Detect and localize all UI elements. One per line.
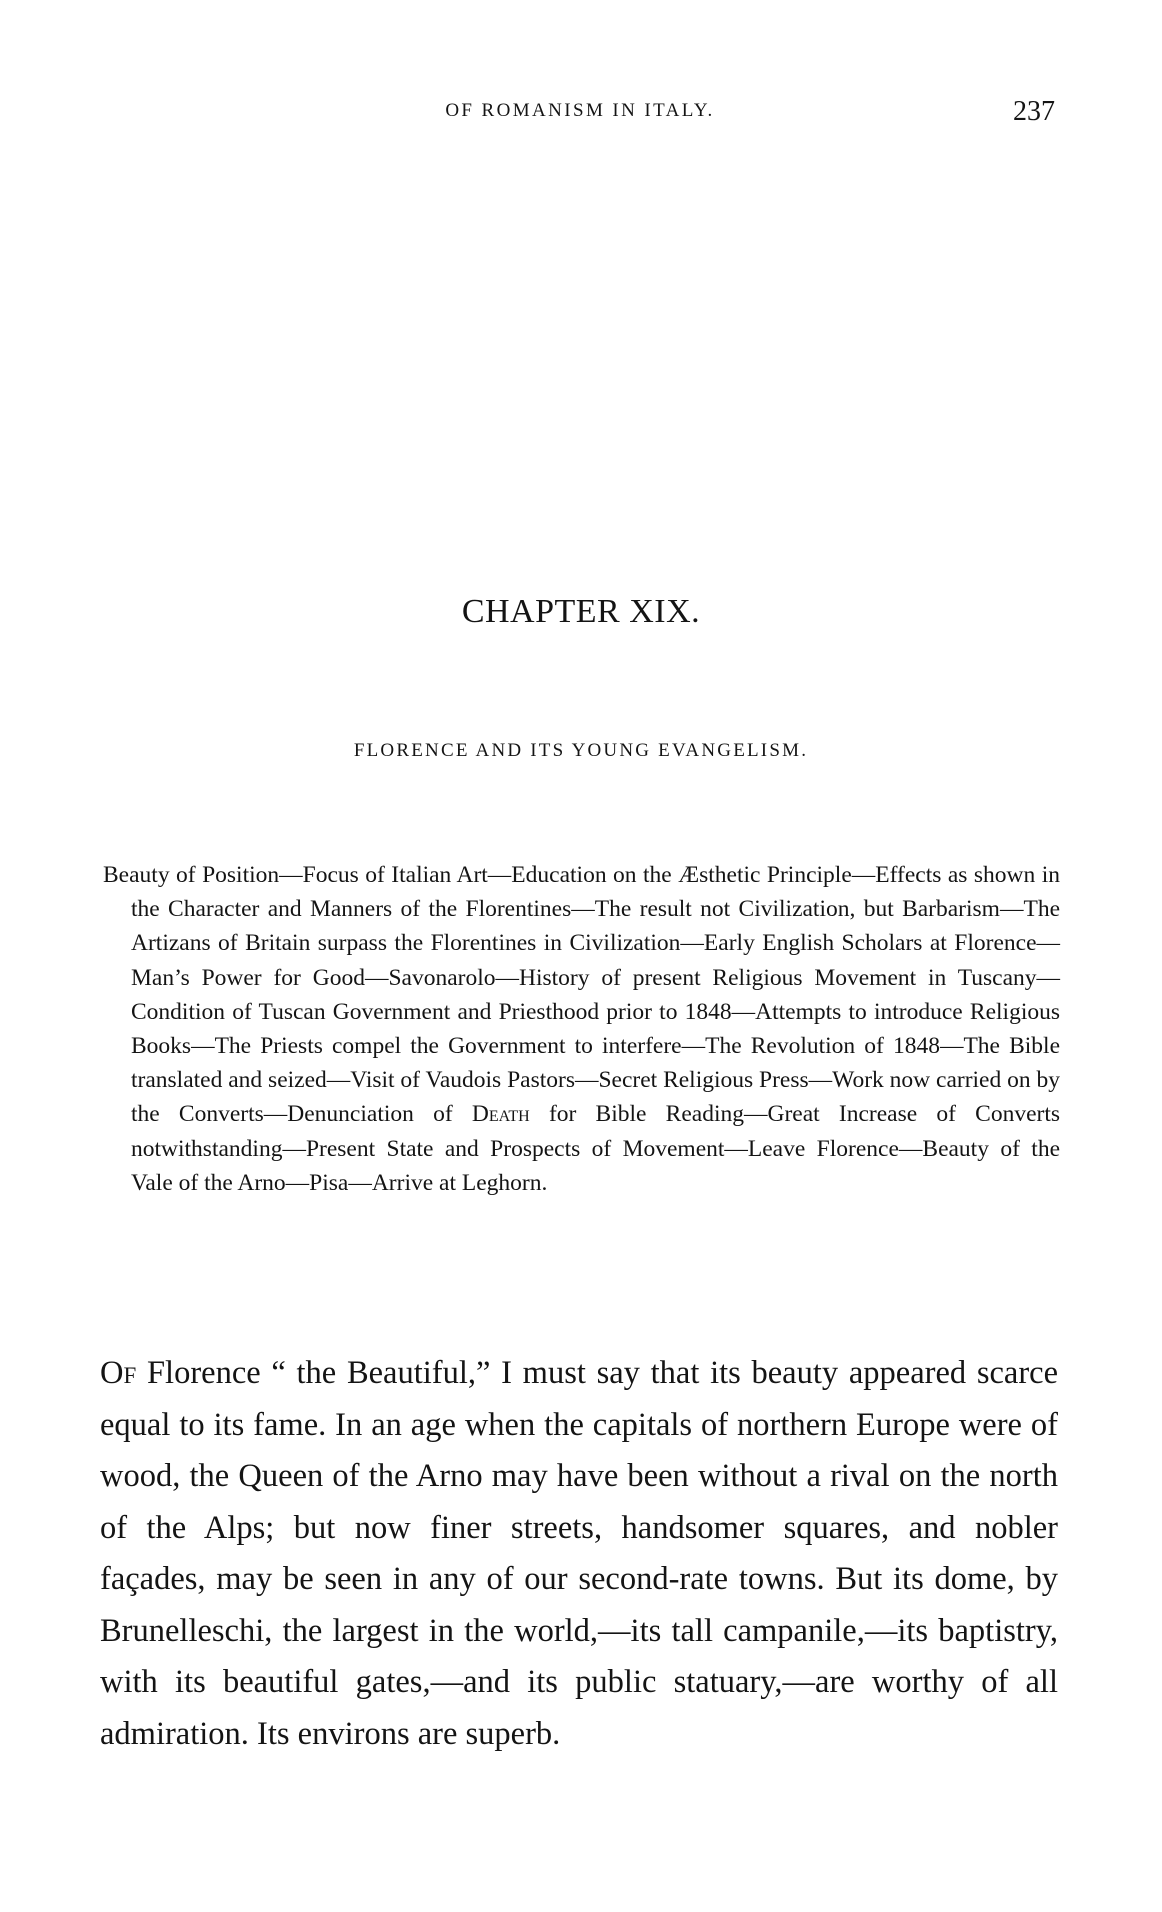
summary-text-before: Beauty of Position—Focus of Italian Art—Education on the Æsthetic Principle—Effects as shown in the Character and Manners of the Florentines—The result not Civilization, but Barbarism—The Artizans of Britain surpass the Florentines in Civilization—Early English Scholars at Florence—Man’s Power for Good—Savonarolo—History of present Religious Movement in Tuscany—Condition of Tuscan Government and Priesthood prior to 1848—Attempts to introduce Religious Books—The Priests compel the Government to interfere—The Revolution of 1848—The Bible translated and seized—Visit of Vaudois Pastors—Secret Religious Press—Work now carried on by the Converts—Denunciation of — [103, 862, 1060, 1128]
opening-word: Of — [100, 1355, 137, 1391]
running-head — [100, 96, 1060, 126]
chapter-subtitle: FLORENCE AND ITS YOUNG EVANGELISM. — [353, 740, 809, 761]
chapter-summary — [103, 858, 1060, 1200]
chapter-title: CHAPTER XIX. — [461, 593, 701, 630]
running-title: OF ROMANISM IN ITALY. — [445, 100, 715, 121]
summary-text-after: for Bible Reading—Great Increase of Converts notwithstanding—Present State and Prospects of Movement—Leave Florence—Beauty of the Vale of the Arno—Pisa—Arrive at Leghorn. — [131, 1101, 1060, 1196]
page-number: 237 — [1013, 96, 1055, 127]
body-paragraph — [100, 1348, 1058, 1760]
summary-small-caps-word: Death — [471, 1101, 530, 1128]
body-paragraph-text: Florence “ the Beautiful,” I must say that its beauty appeared scarce equal to its fame. In an age when the capitals of northern Europe were of wood, the Queen of the Arno may have been without a rival on the north of the Alps; but now finer streets, handsomer squares, and nobler façades, may be seen in any of our second-rate towns. But its dome, by Brunelleschi, the largest in the world,—its tall campanile,—its baptistry, with its beautiful gates,—and its public statuary,—are worthy of all admiration. Its environs are superb. — [100, 1355, 1058, 1752]
